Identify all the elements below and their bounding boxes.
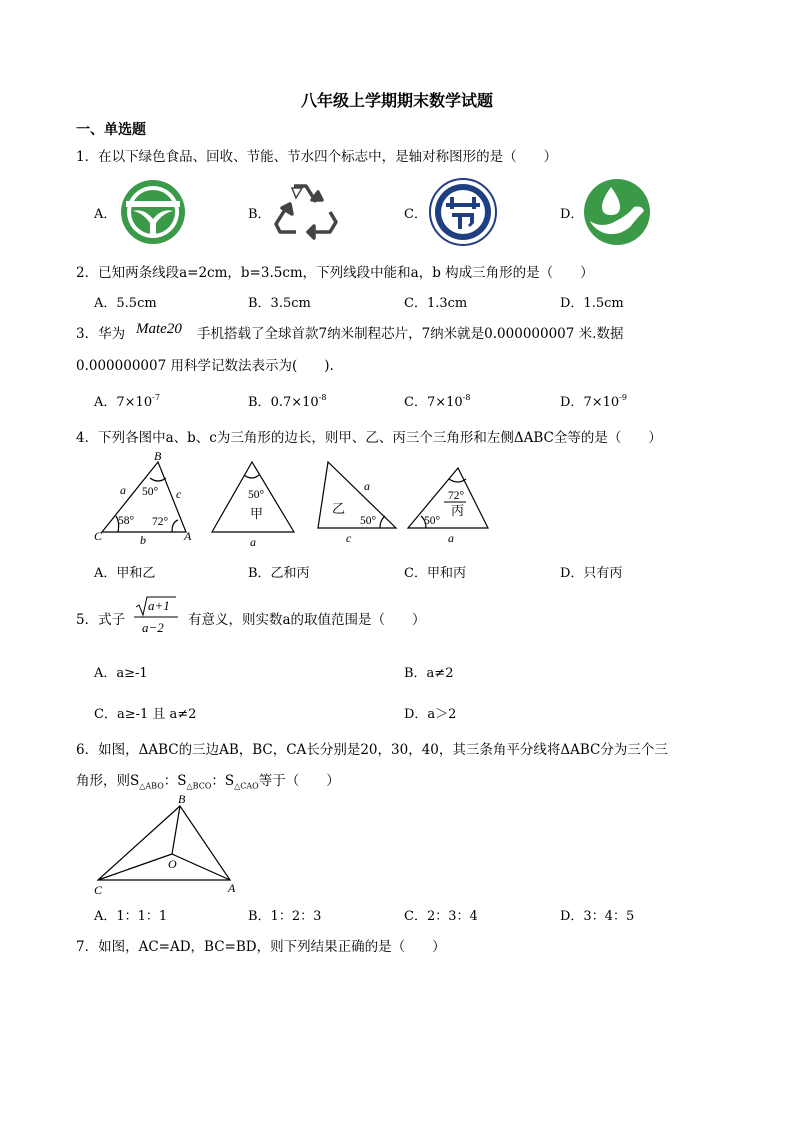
svg-text:A: A	[184, 529, 192, 543]
q6-option-a: A．1：1：1	[94, 909, 168, 924]
q1-option-b-label: B．	[248, 207, 271, 222]
q5-fraction	[134, 595, 178, 639]
q1-option-a-label: A．	[94, 207, 117, 222]
q3-model: Mate20	[136, 321, 182, 337]
triangle-yi	[318, 462, 396, 528]
q3-option-b: B．$0.7\times 10^{-8}$	[248, 393, 327, 410]
svg-text:a: a	[120, 483, 126, 497]
q5-option-b: B．a≠2	[404, 666, 454, 681]
svg-text:72°: 72°	[152, 516, 169, 528]
svg-text:B: B	[178, 792, 186, 806]
q5-numerator: a+1	[148, 598, 170, 613]
svg-text:50°: 50°	[142, 486, 159, 498]
svg-text:C: C	[94, 529, 103, 543]
green-food-logo-icon	[118, 177, 188, 247]
q4-triangles-figure	[86, 448, 506, 550]
q2-option-a: A．5.5cm	[94, 296, 157, 311]
page-title: 八年级上学期期末数学试题	[300, 91, 493, 110]
svg-text:A: A	[228, 881, 236, 895]
svg-text:72°: 72°	[448, 490, 465, 502]
q5-option-d: D．a＞2	[404, 707, 457, 722]
q6-line2: 角形，则$S_{\triangle ABO}$：$S_{\triangle BCO}$：$S_{\triangle CAO}$等于（ ）	[76, 773, 340, 791]
q5-denominator: a−2	[142, 620, 164, 635]
q4-option-c: C．甲和丙	[404, 566, 466, 581]
q5-option-c: C．a≥-1 且 a≠2	[94, 707, 197, 722]
q7-stem: 7．如图，AC=AD，BC=BD，则下列结果正确的是（ ）	[76, 939, 446, 955]
svg-text:c: c	[176, 487, 182, 501]
q3-option-d: D．$7\times 10^{-9}$	[560, 393, 627, 410]
recycle-logo-icon	[272, 178, 340, 240]
svg-text:O: O	[168, 857, 177, 871]
q5-suffix: 有意义，则实数a的取值范围是（ ）	[188, 612, 426, 628]
q2-option-d: D．1.5cm	[560, 296, 624, 311]
q6-option-c: C．2：3：4	[404, 909, 478, 924]
svg-text:58°: 58°	[118, 515, 135, 527]
q6-option-b: B．1：2：3	[248, 909, 322, 924]
svg-text:B: B	[154, 449, 162, 463]
q4-option-d: D．只有丙	[560, 566, 623, 581]
q1-option-d-label: D．	[560, 207, 584, 222]
svg-text:a: a	[448, 531, 454, 545]
q3-line1-end: 手机搭载了全球首款7纳米制程芯片，7纳米就是0.000000007 米.数据	[197, 326, 624, 342]
q3-line2: 0.000000007 用科学记数法表示为( ).	[76, 358, 334, 374]
q3-line1-start: 3．华为	[76, 326, 126, 342]
svg-text:a: a	[250, 535, 256, 549]
q6-line1: 6．如图，ΔABC的三边AB，BC，CA长分别是20，30，40，其三条角平分线将ΔABC分为三个三	[76, 742, 668, 758]
q4-option-b: B．乙和丙	[248, 566, 310, 581]
q3-option-c: C．$7\times 10^{-8}$	[404, 393, 471, 410]
q1-stem: 1．在以下绿色食品、回收、节能、节水四个标志中，是轴对称图形的是（ ）	[76, 149, 558, 165]
svg-text:a: a	[364, 479, 370, 493]
q5-option-a: A．a≥-1	[94, 666, 148, 681]
svg-text:丙: 丙	[451, 503, 465, 518]
svg-text:乙: 乙	[332, 501, 346, 516]
svg-text:50°: 50°	[424, 515, 441, 527]
water-saving-logo-icon	[582, 177, 652, 247]
q2-option-c: C．1.3cm	[404, 296, 468, 311]
section-heading: 一、单选题	[76, 122, 146, 138]
svg-text:50°: 50°	[248, 489, 265, 501]
q4-stem: 4．下列各图中a、b、c为三角形的边长，则甲、乙、丙三个三角形和左侧ΔABC全等的是（ ）	[76, 430, 662, 446]
q6-option-d: D．3：4：5	[560, 909, 635, 924]
svg-text:C: C	[94, 883, 103, 897]
q1-option-c-label: C．	[404, 207, 427, 222]
q6-triangle-figure	[88, 792, 248, 898]
svg-text:50°: 50°	[360, 515, 377, 527]
q3-option-a: A．$7\times 10^{-7}$	[94, 393, 160, 410]
energy-saving-logo-icon	[428, 177, 498, 247]
q2-option-b: B．3.5cm	[248, 296, 311, 311]
svg-text:c: c	[346, 531, 352, 545]
q5-prefix: 5．式子	[76, 612, 126, 628]
q4-option-a: A．甲和乙	[94, 566, 156, 581]
svg-text:b: b	[140, 533, 146, 547]
svg-text:甲: 甲	[250, 506, 264, 521]
q2-stem: 2．已知两条线段a=2cm，b=3.5cm，下列线段中能和a，b 构成三角形的是（ ）	[76, 265, 594, 281]
